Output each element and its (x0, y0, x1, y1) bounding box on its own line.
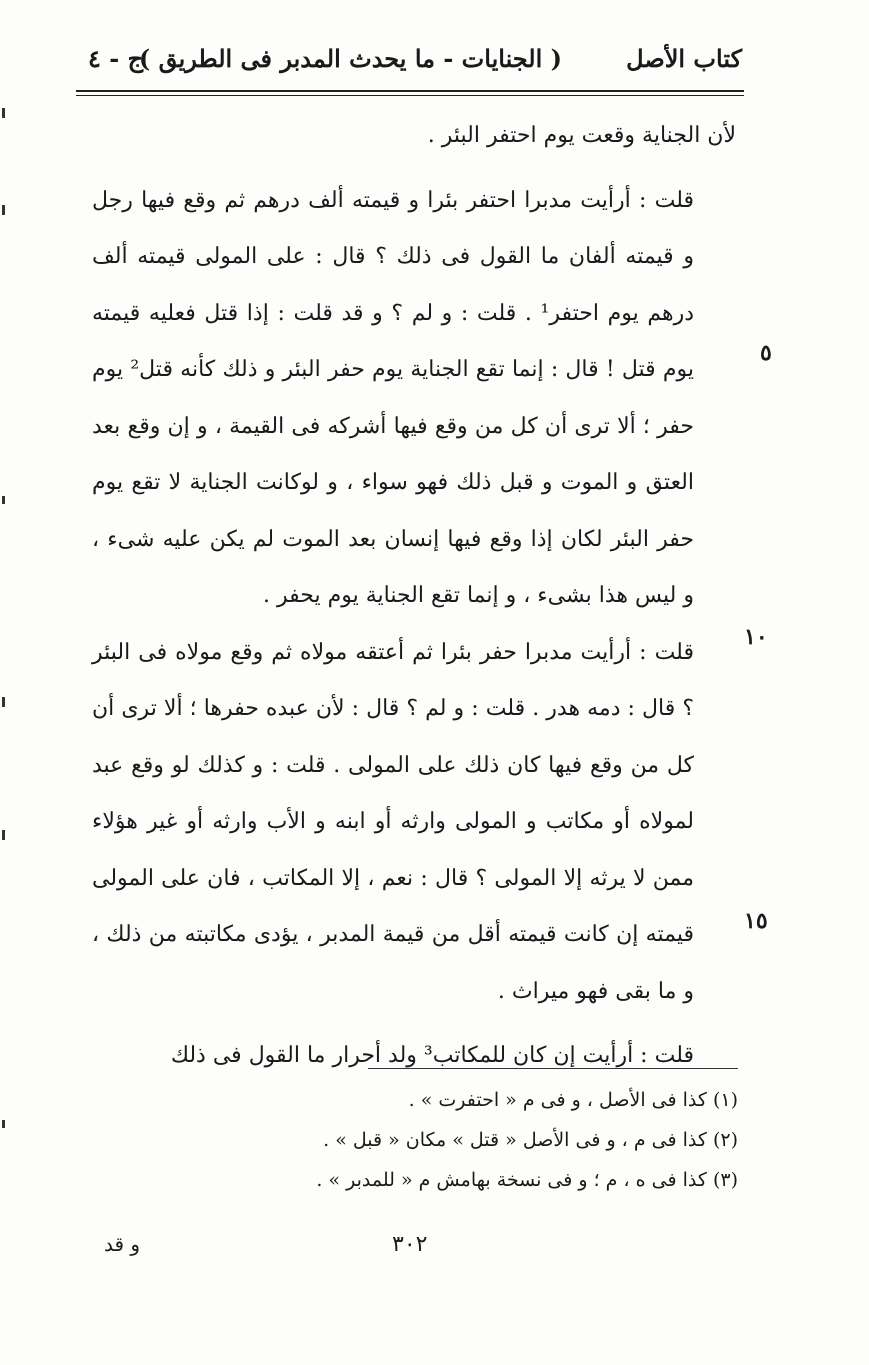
volume-number: ج - ٤ (88, 44, 144, 73)
edge-mark (2, 697, 5, 707)
edge-mark (2, 830, 5, 840)
footnotes (270, 1080, 738, 1200)
paragraph: قلت : أرأيت مدبرا حفر بئرا ثم أعتقه مولاه ثم وقع مولاه فى البئر ؟ قال : دمه هدر . قلت : و لم ؟ قال : لأن عبده حفرها ؛ ألا ترى أن كل من وقع فيها كان ذلك على المولى . قلت : و كذلك لو وقع عبد لمولاه أو مكاتب و المولى وارثه أو ابنه و الأب وارثه أو غير هؤلاء ممن لا يرثه إلا المولى ؟ قال : نعم ، إلا المكاتب ، فان على المولى قيمته إن كانت قيمته أقل من قيمة المدبر ، يؤدى مكاتبته من ذلك ، و ما بقى فهو ميراث . (92, 639, 694, 1004)
section-title: ( الجنايات - ما يحدث المدبر فى الطريق ) (138, 44, 562, 73)
running-header (78, 38, 742, 84)
header-rule (76, 90, 744, 92)
header-rule-thin (76, 95, 744, 96)
catchword: و قد (104, 1232, 141, 1256)
edge-mark (2, 108, 5, 118)
line-number: ٥ (760, 340, 772, 366)
paragraph: قلت : أرأيت مدبرا احتفر بئرا و قيمته ألف درهم ثم وقع فيها رجل و قيمته ألفان ما القول فى ذلك ؟ قال : على المولى قيمته ألف درهم يوم احتفر¹ . قلت : و لم ؟ و قد قلت : إذا قتل فعليه قيمته يوم قتل ! قال : إنما تقع الجناية يوم حفر البئر و ذلك كأنه قتل² يوم حفر ؛ ألا ترى أن كل من وقع فيها أشركه فى القيمة ، و إن وقع بعد العتق و الموت و قبل ذلك فهو سواء ، و لوكانت الجناية لا تقع يوم حفر البئر لكان إذا وقع فيها إنسان بعد الموت لم يكن عليه شىء ، و ليس هذا بشىء ، و إنما تقع الجناية يوم يحفر . (92, 187, 694, 608)
paragraph: لأن الجناية وقعت يوم احتفر البئر . (427, 123, 736, 148)
line-number: ١٥ (744, 908, 768, 934)
page-number: ٣٠٢ (392, 1232, 428, 1257)
book-title: كتاب الأصل (626, 44, 742, 73)
footnote: (٣) كذا فى ه ، م ؛ و فى نسخة بهامش م « للمدبر » . (316, 1169, 738, 1191)
footnote: (٢) كذا فى م ، و فى الأصل « قتل » مكان « قبل » . (323, 1129, 738, 1151)
footnote-rule (368, 1068, 738, 1069)
main-text (92, 108, 736, 1085)
footnote: (١) كذا فى الأصل ، و فى م « احتفرت » . (408, 1089, 738, 1111)
line-number: ١٠ (744, 624, 768, 650)
paragraph: قلت : أرأيت إن كان للمكاتب³ ولد أحرار ما القول فى ذلك (170, 1043, 694, 1068)
edge-mark (2, 1120, 5, 1128)
edge-mark (2, 496, 5, 504)
edge-mark (2, 205, 5, 215)
